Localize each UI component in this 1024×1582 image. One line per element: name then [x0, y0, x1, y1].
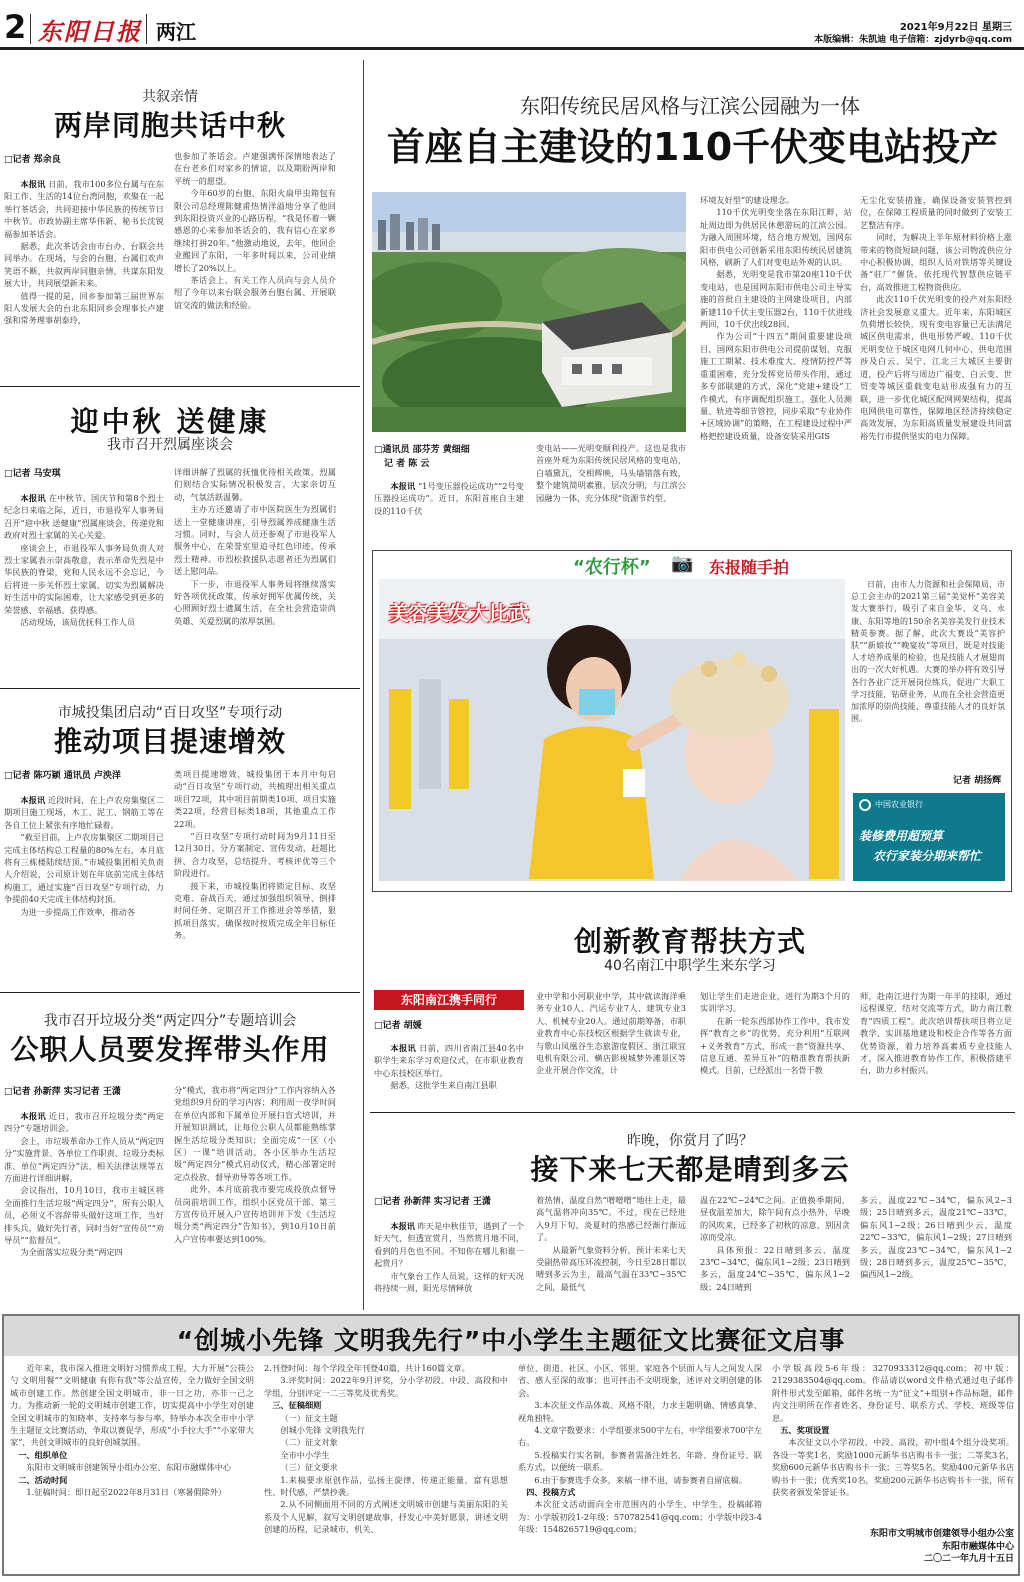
paragraph: 作为公司“十四五”期间重要建设项目，国网东阳市供电公司提前谋划，克服施工工期紧、技术难度大、疫情防控严等重重困难，充分发挥党员带头作用，通过多专部联建的方式，深化“党建+建设”工作模式，有序调配组织施工，强化人员测量、轨迹等细节管控，同步采取“专业协作+区域协调”的策略，在工程建设过程中严格把控建设质量，设备安装采用GIS: [700, 331, 852, 441]
paragraph: 本报讯 近日，我市召开垃圾分类“两定四分”专题培训会。: [4, 1111, 164, 1134]
paragraph: 本报讯 日前，我市100多位台属与在东阳工作、生活的14位台湾同胞，欢聚在一起举行茶话会，共同迎接中华民族的传统节日中秋节。市政协副主席华伟新、秘书长沈锐福参加茶话会。: [4, 179, 164, 239]
paragraph: 今年60岁的台胞、东阳火扁甲虫箱包有限公司总经理陈健甫热情洋溢地分享了他回到东阳投资兴业的心路历程，“我是怀着一颗感恩的心来参加茶话会的，我有信心在家乡继续打拼20年。”他激动地说，去年，他回企业搬回了东阳，一年多时间以来，公司业绩增长了20%以上。: [174, 188, 336, 273]
page-number: 2: [4, 8, 27, 46]
article-body-col2: [174, 466, 336, 674]
notice-col3: [518, 1362, 762, 1572]
paragraph: （三）征文要求: [280, 1462, 338, 1473]
substation-photo: [372, 192, 686, 432]
paragraph: 6.由于参赛选手众多，来稿一律不退，请参赛者自留底稿。: [534, 1474, 747, 1485]
paragraph: 活动现场，该局优抚科工作人员: [20, 617, 136, 628]
substation-photo-illustration: [372, 192, 686, 432]
paragraph: 多云，温度22℃~34℃，偏东风2~3级；25日晴到多云，温度21℃~33℃，偏东风1~2级；26日晴到少云，温度22℃~33℃，偏东风1~2级；27日晴到多云，温度23℃~34℃，偏东风1~2级；28日晴到多云，温度25℃~35℃，偏西风1~2级。: [860, 1195, 1012, 1280]
beauty-contest-photo: [379, 579, 845, 881]
paragraph: 市气象台工作人员说，这样的好天况将持续一周，阳光尽情释放: [374, 1270, 524, 1294]
article-byline: □通讯员 邵芬芳 黄细细: [374, 445, 470, 455]
photo-credit: 记者 胡扬辉: [953, 776, 1002, 786]
article-body-col2: [536, 990, 686, 1100]
paragraph: 一、组织单位: [18, 1449, 68, 1460]
paragraph: 为进一步提高工作效率，推动各: [20, 906, 136, 917]
article-byline: □记者 孙新萍 实习记者 王潇: [4, 1087, 121, 1097]
article-kicker: 我市召开垃圾分类“两定四分”专题培训会: [43, 1013, 297, 1029]
paragraph: 茶话会上，有关工作人员向与会人员介绍了今年以来台联会服务台胞台属、开展联谊交流的做法和经验。: [174, 275, 336, 310]
paragraph: 座谈会上，市退役军人事务局负责人对烈士家属表示崇高敬意，表示革命先烈是中华民族的脊梁，党和人民永远不会忘记，今后将进一步关怀烈士家属，切实为烈属解决好生活中的实际困难，让大家感受到更多的荣誉感、幸福感、获得感。: [4, 542, 164, 615]
paragraph: 划让学生们走进企业，进行为期3个月的实训学习。: [700, 991, 850, 1014]
article-byline: □记者 孙新萍 实习记者 王潇: [374, 1197, 491, 1207]
article-body-col4: [860, 194, 1012, 538]
paragraph: 全市中小学生: [280, 1449, 330, 1460]
paragraph: 本报讯 日前，四川省南江县40名中职学生来东学习欢迎仪式，在市职业教育中心东技校区举行。: [374, 1043, 524, 1078]
paragraph: 四、投稿方式: [526, 1487, 576, 1498]
notice-title: “创城小先锋 文明我先行”中小学生主题征文比赛征文启事: [176, 1326, 846, 1355]
paragraph: 同时，为解决上半年原材料价格上涨带来的物资短缺问题，该公司物流供应分中心积极协调，组织人员对铁塔等关键设备“驻厂”催货，依托现代智慧供应链平台，高效推进工程物资供应。: [860, 232, 1012, 292]
notice-col1: [10, 1362, 254, 1572]
article-body-col2: [536, 442, 686, 538]
notice-signature: [772, 1528, 1014, 1566]
photo-contest-box: [372, 550, 1012, 892]
column-tag: 东阳南江携手同行: [374, 990, 524, 1010]
article-byline: □记者 陈巧颖 通讯员 卢泱洋: [4, 771, 121, 781]
paragraph: 变电站——光明变顺利投产。这也是我市首座外观为东阳传统民居风格的变电站，白墙黛瓦，交相辉映，马头墙错落有致，整个建筑简明素雅，层次分明，与江滨公园融为一体，充分体现“资源节约型、: [536, 443, 686, 503]
article-body-col3: [700, 194, 852, 538]
paragraph: “截至目前，上卢农房集聚区二期项目已完成主体结构总工程量的80%左右，本月底将有三栋楼陆续结顶。”市城投集团相关负责人介绍说，公司原计划在年底前完成主体结构施工，通过实施“百日攻坚”专项行动，力争提前40天完成主体结构封顶。: [4, 832, 164, 905]
article-body-col4: [860, 1194, 1012, 1306]
paragraph: 会议指出，10月10日，我市主城区将全面推行生活垃圾“两定四分”，所有公职人员，必须义不容辞带头做好这项工作，当好排头兵，做好先行者，同时当好“宣传员”“劝导员”“监督员”。: [4, 1185, 164, 1246]
photo-box-header-title: 东报随手拍: [709, 558, 790, 577]
article-body-col2: [174, 150, 336, 372]
article-body-col1: [4, 492, 164, 674]
paragraph: 类项目提速增效，城投集团于本月中旬启动“百日攻坚”专项行动，共梳理出相关重点项目72项，其中项目前期类10项、项目实施类22项，经营目标类18项，其他重点工作22项。: [174, 769, 336, 829]
photo-overlay-title: 美容美发大比武: [389, 601, 529, 625]
paragraph: 环境友好型”的建设理念。: [700, 195, 795, 205]
paragraph: 本次征文以小学初段、中段、高段，初中组4个组分设奖项。各设一等奖1名，奖励1000元新华书店购书卡一张；二等奖3名，奖励600元新华书店购书卡一张；三等奖5名，奖励400元新华书店购书卡一张；优秀奖10名，奖励200元新华书店购书卡一张，所有获奖者颁发荣誉证书。: [772, 1437, 1014, 1498]
paragraph: 从最新气象资料分析，预计未来七天受副热带高压环流控制，今日至28日都以晴到多云为主，最高气温在33℃~35℃之间，最低气: [536, 1244, 686, 1292]
photo-box-header-quote: “农行杯”: [573, 557, 651, 578]
article-body-col1: [374, 1220, 524, 1306]
article-subtitle: 40名南江中职学生来东学习: [604, 958, 776, 974]
paragraph: 值得一提的是，回乡参加第三届世界东阳人发展大会的台北东阳同乡会理事长卢建强和常务理事胡泰玲，: [4, 290, 164, 326]
article-kicker: 市城投集团启动“百日攻坚”专项行动: [57, 705, 283, 721]
paragraph: 本次征文活动面向全市范围内的小学生、中学生，投稿邮箱为：小学版初段1-2年级：570782541@qq.com；小学版中段3-4年级：1548265719@qq.com；: [518, 1499, 762, 1535]
paragraph: 单位、街道、社区、小区、邻里、家庭各个层面人与人之间发人深省、感人至深的故事；也可抨击不文明现象，述评对文明创建的体会。: [518, 1363, 762, 1398]
article-title: 迎中秋 送健康: [70, 405, 270, 438]
notice-title-bar: [4, 1316, 1018, 1356]
ad-line-1: 装修费用超预算: [859, 829, 944, 843]
paragraph: 着热情，温度自然“噌噌噌”地往上走，最高气温将冲向35℃。不过，现在已经进入9月下旬，炎夏时的热感已经渐行渐远了。: [536, 1195, 686, 1243]
photo-caption: 日前，由市人力资源和社会保障局、市总工会主办的2021第三届“美觉杯”美容美发大赛举行，吸引了来自金华、义乌、永康、东阳等地的150余名美容美发行业技术精英参赛。据了解，此次大赛设“美容护肤”“新娘妆”“晚宴妆”等项目，既是对技能人才培养成果的检验，也是技能人才展翅而出的一次大好机遇。大赛的举办将有效引导各行各业广泛开展岗位练兵，促进广大职工学习技能，钻研业务，从而在全社会营造更加浓厚的崇尚技能、尊重技能人才的良好氛围。: [851, 580, 1005, 724]
article-title: 推动项目提速增效: [53, 725, 286, 758]
article-byline: □记者 胡媛: [374, 1021, 422, 1031]
editor-line: 本版编辑：朱凯迪 电子信箱：zjdyrb@qq.com: [814, 35, 1012, 45]
paragraph: 接下来，市城投集团将锁定目标、攻坚克难、奋战百天，通过加强组织领导、倒排时间任务、定期召开工作推进会等举措，狠抓项目落实，确保按时按质完成全年目标任务。: [174, 880, 336, 941]
article-title: 公职人员要发挥带头作用: [10, 1033, 330, 1066]
article-body-col2: [536, 1194, 686, 1306]
notice-signer-2: 东阳市融媒体中心: [941, 1541, 1014, 1552]
article-body-col2: [174, 1084, 336, 1306]
paragraph: 此次110千伏光明变的投产对东阳经济社会发展意义重大。近年来，东阳城区负荷增长较快，现有变电容量已无法满足城区供电需求，供电形势严峻。110千伏光明变位于城区电网几何中心，供电范围涉及白云、吴宁、江北三大城区主要街道，投产后将与周边广福变、白云变、世贸变等城区重载变电站形成强有力的互联，进一步优化城区配网网架结构，提高电网供电可靠性，保障地区经济持续稳定高效发展，为东阳高质量发展建设共同富裕先行市提供坚实的电力保障。: [860, 294, 1012, 441]
paragraph: 110千伏光明变坐落在东阳江畔，站址周边即为供居民休憩游玩的江滨公园。为融入周围环境，结合地方规划，国网东阳市供电公司创新采用东阳传统民居建筑风格，刷新了人们对变电站外观的认识。: [700, 207, 852, 268]
paragraph: 3.本次征文作品体裁、风格不限，力求主题明确、情感真挚、视角独特。: [518, 1400, 762, 1423]
article-kicker: 昨晚，你赏月了吗？: [627, 1133, 753, 1149]
article-body-col1: [374, 480, 524, 538]
section-name: 两江: [156, 20, 196, 44]
article-body-col1: [374, 1042, 524, 1100]
paragraph: 主办方还邀请了市中医院医生为烈属们送上一堂健康讲座，引导烈属养成健康生活习惯。同时，与会人员还参观了市退役军人服务中心，在荣誉室里追寻红色印迹，传承烈士精神。市烈松救援队志愿者还为烈属们送上慰问品。: [174, 504, 336, 577]
notice-date: 二〇二一年九月十五日: [923, 1554, 1014, 1564]
paragraph: 分”模式，我市将“两定四分”工作内容纳入各党组织9月份的学习内容；利用周一夜学时间在单位内部和下属单位开展扫盲式培训，并开展知识测试，让每位公职人员都能熟练掌握生活垃圾分类知识；全面完成“一区（小区）一课”培训活动，各小区举办生活垃圾“两定四分”模式启动仪式，精心部署定时定点投放、督导劝导等各项工作。: [174, 1085, 336, 1182]
paragraph: 也参加了茶话会。卢建强满怀深情地表达了在台老乡们对家乡的情谊，以及期盼两岸和平统一的愿望。: [174, 151, 336, 186]
article-kicker: 东阳传统民居风格与江滨公园融为一体: [520, 94, 860, 118]
abc-bank-ad: [853, 793, 1005, 881]
paragraph: 详细讲解了烈属的抚恤优待相关政策，烈属们则结合实际情况积极发言，大家亲切互动，气氛活跃温馨。: [174, 467, 336, 502]
paragraph: 据悉，这批学生来自南江县职: [390, 1080, 497, 1091]
notice-signer-1: 东阳市文明城市创建领导小组办公室: [869, 1529, 1014, 1539]
paragraph: 2.从不同侧面用不同的方式阐述文明城市创建与美丽东阳的关系及个人见解，叙写文明创建故事，抒发心中美好愿景，讲述文明创建的历程，记录城市、机关、: [264, 1499, 508, 1535]
article-body-col3: [700, 990, 850, 1100]
article-title: 创新教育帮扶方式: [573, 925, 806, 958]
paragraph: 东阳市文明城市创建领导小组办公室、东阳市融媒体中心: [26, 1462, 232, 1473]
paragraph: 据悉，此次茶话会由市台办、台联会共同举办。在现场，与会的台胞、台属们欢声笑语不断，共叙两岸同胞亲情，共谋东阳发展大计，共同展望新未来。: [4, 241, 164, 289]
article-body-col1: [4, 794, 164, 978]
paragraph: 4.文章字数要求：小学组要求500字左右，中学组要求700字左右。: [518, 1425, 762, 1448]
article-byline: □记者 郑余良: [4, 155, 61, 165]
camera-icon: 📷: [671, 553, 694, 574]
paragraph: “百日攻坚”专项行动时间为9月11日至12月30日，分方案制定、宣传发动，赶超比拼、合力攻坚，总结提升、考核评优等三个阶段进行。: [174, 831, 336, 879]
paragraph: 本报讯 在中秋节、国庆节和第8个烈士纪念日来临之际，近日，市退役军人事务局召开“迎中秋 送健康”烈属座谈会，传递党和政府对烈士家属的关心关爱。: [4, 493, 164, 541]
paragraph: （一）征文主题: [280, 1412, 338, 1423]
article-byline: 记 者 陈 云: [384, 459, 430, 469]
paragraph: 无尘化安装措施，确保设备安装管控到位，在保障工程质量的同时做到了安装工艺整洁有序。: [860, 195, 1012, 230]
article-kicker: 共叙亲情: [142, 89, 198, 105]
paragraph: 1.来稿要求原创作品，弘扬主旋律，传递正能量，富有思想性、时代感，严禁抄袭。: [264, 1474, 508, 1498]
paragraph: 此外，本月底前我市要完成投放点督导员岗前培训工作，组织小区党员干部、第三方宣传员开展入户宣传培训并下发《生活垃圾分类“两定四分”告知书》，到10月10日前入户宣传率要达到100%。: [174, 1184, 336, 1244]
issue-date: 2021年9月22日 星期三: [899, 22, 1012, 33]
paragraph: 三、征稿细则: [272, 1400, 322, 1411]
paragraph: 近年来，我市深入推进文明好习惯养成工程，大力开展“公筷公勺 文明用餐”“文明健康 有你有我”等公益宣传，全力做好全国文明城市创建工作。然创建全国文明城市，非一日之功，亦非一己之力。为推动新一轮的文明城市创建工作，切实提高中小学生对创建全国文明城市的知晓率、支持率与参与率，特举办本次全市中小学生主题征文比赛活动，争取以赛促学，形成“小手拉大手”“小家带大家”，共创文明城市的良好创城氛围。: [10, 1363, 254, 1448]
paragraph: 下一步，市退役军人事务局将继续落实好各项优抚政策，传承好拥军优属传统，关心照顾好烈士遗属生活，在全社会营造崇尚英雄、关爱烈属的浓厚氛围。: [174, 578, 336, 626]
abc-bank-logo-icon: [859, 799, 871, 811]
paragraph: 3.评奖时间：2022年9月评奖，分小学初段、中段、高段和中学组，分别评定一二三等奖及优秀奖。: [264, 1375, 508, 1398]
article-body-col4: [860, 990, 1012, 1100]
newspaper-logo: 东阳日报: [38, 17, 142, 46]
ad-line-2: 农行家装分期来帮忙: [873, 849, 982, 863]
paragraph: 创城小先锋 文明我先行: [280, 1425, 365, 1436]
article-body-col1: [4, 1110, 164, 1306]
paragraph: 本报讯 近段时间，在上卢农房集聚区二期项目施工现场，木工、泥工、钢筋工等在各自工位上紧张有序地忙碌着。: [4, 795, 164, 830]
paragraph: 具体预报：22日晴到多云，温度23℃~34℃，偏东风1~2级；23日晴到多云，温度24℃~35℃，偏东风1~2级；24日晴到: [700, 1244, 850, 1292]
paragraph: 本报讯 “1号变压器投运成功”“2号变压器投运成功”。近日，东阳首座自主建设的110千伏: [374, 481, 524, 516]
paragraph: 5.投稿实行实名制，参赛者需备注姓名、年龄、身份证号、联系方式，以便统一联系。: [518, 1449, 762, 1473]
article-title: 两岸同胞共话中秋: [53, 109, 286, 142]
article-title: 首座自主建设的110千伏变电站投产: [386, 125, 999, 169]
paragraph: 在新一轮东西部协作工作中，我市发挥“教育之乡”的优势，充分利用“互联网+义务教育”方式，形成一套“资源共享、信息互通、差异互补”的精准教育帮扶新模式。目前，已经派出一名骨干教: [700, 1015, 850, 1076]
article-subtitle: 我市召开烈属座谈会: [107, 437, 233, 453]
notice-col2: [264, 1362, 508, 1572]
masthead: [0, 0, 1024, 52]
photo-box-header: [373, 551, 1011, 577]
notice-col4: [772, 1362, 1014, 1524]
ad-bank-name: 中国农业银行: [875, 800, 923, 809]
paragraph: 1.征稿时间：即日起至2022年8月31日（寒暑假除外）: [26, 1487, 227, 1498]
paragraph: 二、活动时间: [18, 1474, 68, 1485]
article-title: 接下来七天都是晴到多云: [530, 1153, 850, 1186]
paragraph: 五、奖项设置: [780, 1425, 830, 1436]
article-byline: □记者 马安琪: [4, 469, 61, 479]
article-body-col2: [174, 768, 336, 978]
paragraph: 据悉，光明变是我市第20座110千伏变电站，也是国网东阳市供电公司主导实施的首批自主建设的主网建设项目，内部新建110千伏主变压器2台，110千伏进线两回，10千伏出线28回。: [700, 269, 852, 330]
paragraph: 业中学和小河职业中学，其中就读海洋乘务专业10人、汽运专业7人、建筑专业3人、机械专业20人。通过前期筹备，市职业教育中心东技校区根据学生就读专业，与歌山凤凰谷生态旅游度假区、浙江联宜电机有限公司、横店影视城梦外滩景区等企业开展合作交流，计: [536, 991, 686, 1076]
essay-contest-notice: [2, 1314, 1020, 1576]
paragraph: 温在22℃~24℃之间。正值换季期间，昼夜温差加大，除午间有点小热外，早晚的风吹来，已经多了初秋的凉意，别因贪凉而受凉。: [700, 1195, 850, 1243]
article-body-col1: [4, 178, 164, 372]
paragraph: 师，赴南江进行为期一年半的挂职，通过远程课堂、结对交流等方式，助力南江教育“四质工程”。此次培训帮扶项目将立足教学、实训基地建设和校企合作等各方面优势资源，着力培养高素质专业技能人才，深入推进教育协作工作，积极搭建平台，助力乡村振兴。: [860, 991, 1012, 1076]
paragraph: 会上，市垃圾革命办工作人员从“两定四分”实施背景、各单位工作职责、垃圾分类标准、单位“两定四分”法、相关法律法规等五方面进行详细讲解。: [4, 1135, 164, 1184]
paragraph: 本报讯 昨天是中秋佳节，遇到了一个好天气，但透宣赏月，当然赏月地不同，看到的月色也不同。不知你在哪儿和谁一起赏月？: [374, 1221, 524, 1269]
paragraph: 2.刊登时间：每个学段全年刊登40篇，共计160篇文章。: [264, 1363, 470, 1373]
paragraph: 小学版高段5-6年级：3270933312@qq.com；初中版：2129383504@qq.com。作品请以word文件格式通过电子邮件附件形式发至邮箱，邮件名统一为“征文”+组别+作品标题，邮件内文注明所在作者姓名、身份证号、联系方式、学校、班级等信息。: [772, 1363, 1014, 1423]
article-body-col3: [700, 1194, 850, 1306]
paragraph: 为全面落实垃圾分类“两定四: [20, 1247, 123, 1258]
paragraph: （二）征文对象: [280, 1437, 338, 1448]
